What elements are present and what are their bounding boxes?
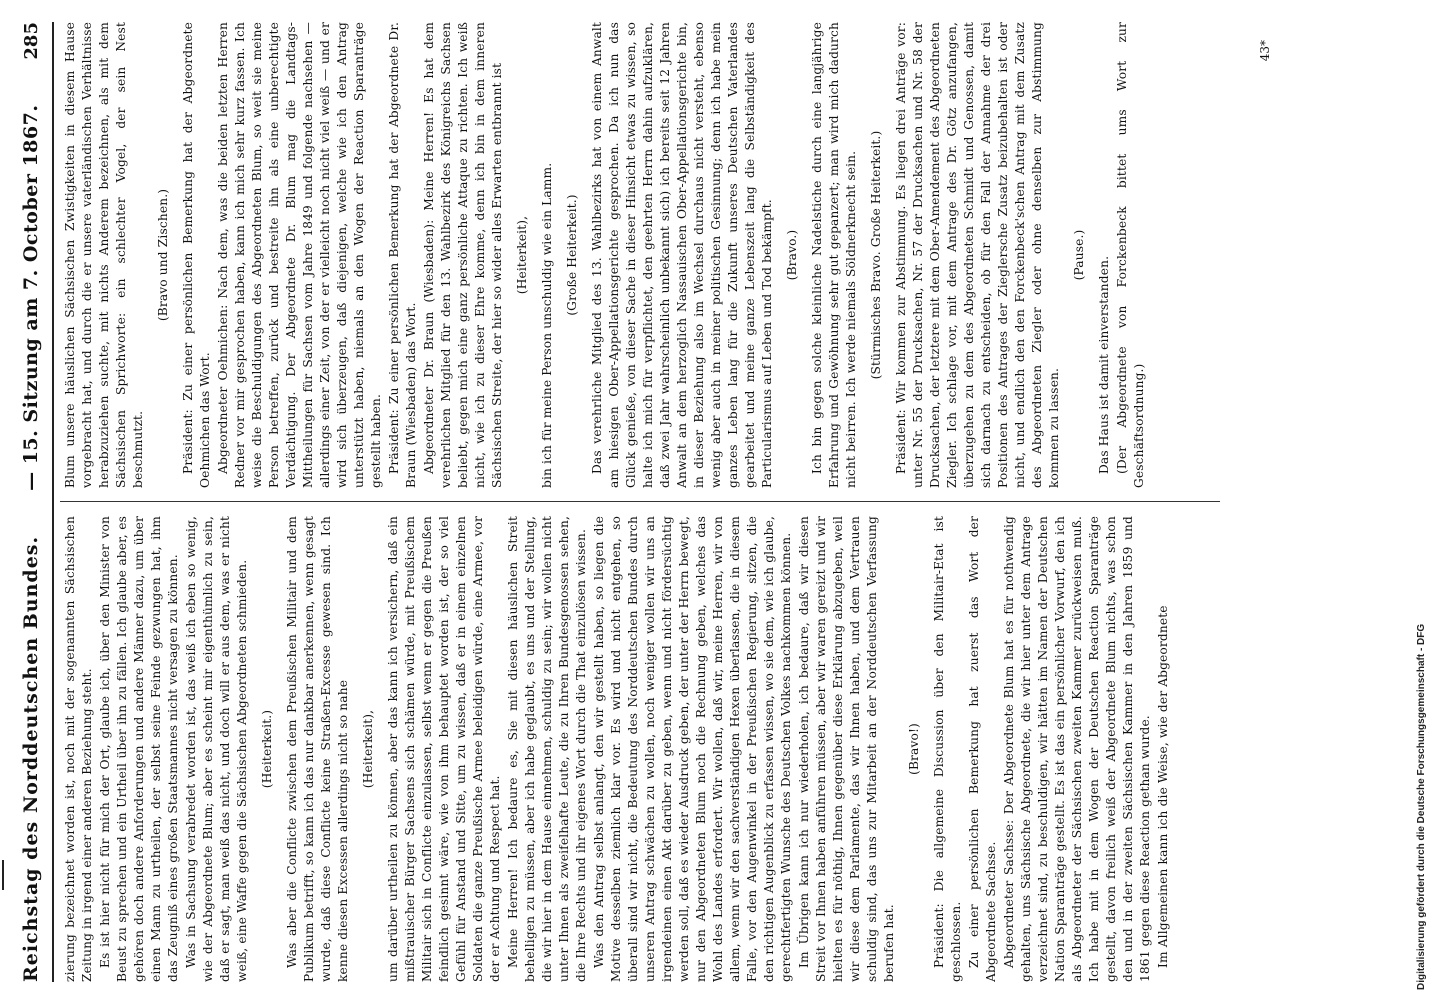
paragraph: Im Allgemeinen kann ich die Weise, wie der Abgeordnete xyxy=(1156,605,1170,968)
paragraph: Was aber die Conflicte zwischen dem Preußischen Militair und dem Publikum betrifft, so kann ich das nur dankbar anerkennen, wenn gesagt wurde, daß diese Conflicte keine Straßen-Excesse gewesen sind. Ich kenne diesen Excessen allerdings nicht so nahe xyxy=(285,516,350,982)
paragraph: Abgeordneter Sachsse: Der Abgeordnete Blum hat es für nothwendig gehalten, uns Sächsische Abgeordnete, die wir hier unter dem Antrage verzeichnet sind, zu beschuldigen, wir hätten im Namen der Deutschen Nation Sparanträge gestellt. Es ist das ein persönlicher Vorwurf, den ich als Abgeordneter der Sächsischen zweiten Kammer zurückweisen muß. Ich habe mit in dem Wogen der Deutschen Reaction Sparanträge gestellt, davon freilich weiß der Abgeordnete Blum nichts, was schon den und in der zweiten Sächsischen Kammer in den Jahren 1859 und 1861 gegen diese Reaction gethan wurde. xyxy=(1002,516,1152,982)
paragraph: zierung bezeichnet worden ist, noch mit der sogenannten Sächsischen Zeitung in irgend einer anderen Beziehung steht. xyxy=(63,516,94,982)
interjection: (Heiterkeit), xyxy=(515,215,529,295)
interjection: (Pause.) xyxy=(1072,229,1086,281)
header-rule xyxy=(52,22,54,982)
paragraph: Was den Antrag selbst anlangt, den wir gestellt haben, so liegen die Motive desselben ziemlich klar vor. Es wird und nicht entgehen, so überall sind wir nicht, die Bedeutung des Norddeutschen Bundes durch unseren Antrag schwächen zu wollen, noch weniger wollen wir uns an irgendeinen einen Akt darüber zu geben, wenn und nicht fördersüchtig werden soll, daß es wieder Ausdruck geben, der unter der Herrn bewegt, nur den Abgeordneten Blum noch die Rechnung geben, welches das Wohl des Landes erfordert. Wir wollen, daß wir, meine Herren, wir von allem, wenn wir den sachverständigen Hexen überlassen, die in diesem Falle, vor den Augenwinkel in der Preußischen Regierung, sitzen, die den richtigen Augenblick zu erfassen wissen, wo sie dem, wie ich glaube, gerechtfertigten Wunsche des Deutschen Volkes nachkommen können. xyxy=(592,516,793,982)
paragraph: Zu einer persönlichen Bemerkung hat zuerst das Wort der Abgeordnete Sachsse. xyxy=(967,516,998,982)
header-title: Reichstag des Norddeutschen Bundes. xyxy=(20,535,42,982)
paragraph: Das verehrliche Mitglied des 13. Wahlbezirks hat von einem Anwalt am hiesigen Ober-Appellationsgerichte gesprochen. Da ich nun das Glück genieße, von dieser Sache in dieser Hinsicht etwas zu wissen, so halte ich mich für verpflichtet, den geehrten Herrn dahin aufzuklären, daß zwei Jahr wahrscheinlich unbekannt sich) ich bereits seit 12 Jahren Anwalt an dem herzoglich Nassauischen Ober-Appellationsgerichte bin, in dieser Beziehung also im Wechsel durchaus nicht versteht, ebenso wenig aber auch in meiner politischen Gesinnung; denn ich habe mein ganzes Leben lang für die Zukunft unseres Deutschen Vaterlandes gearbeitet und meine ganze Lebenszeit lang die Selbständigkeit des Particularismus auf Leben und Tod bekämpft. xyxy=(590,22,774,488)
interjection: (Heiterkeit.) xyxy=(260,709,274,789)
interjection: (Bravo.) xyxy=(785,229,799,281)
paragraph: Präsident: Zu einer persönlichen Bemerkung hat der Abgeordnete Dr. Braun (Wiesbaden) das Wort. xyxy=(387,22,418,488)
paragraph: Präsident: Die allgemeine Discussion über den Militair-Etat ist geschlossen. xyxy=(932,516,963,982)
dfg-stamp-text: Digitalisierung gefördert durch die Deutsche Forschungsgemeinschaft - DFG xyxy=(1416,623,1427,990)
column-divider xyxy=(60,501,1220,502)
paragraph: Abgeordneter Dr. Braun (Wiesbaden): Meine Herren! Es hat dem verehrlichen Mitglied für den 13. Wahlbezirk des Königreichs Sachsen beliebt, gegen mich eine ganz persönliche Attaque zu richten. Ich weiß nicht, wie ich zu dieser Ehre komme, denn ich bin in dem inneren Sächsischen Streite, der hier so wider alles Erwarten entbrannt ist xyxy=(422,22,504,488)
paragraph: Präsident: Wir kommen zur Abstimmung. Es liegen drei Anträge vor: unter Nr. 55 der Drucksachen, Nr. 57 der Drucksachen und Nr. 58 der Drucksachen, der letztere mit dem Ober-Amendement des Abgeordneten Ziegler. Ich schlage vor, mit dem Antrage des Dr. Götz anzufangen, überzugehen zu dem des Abgeordneten Schmidt und Genossen, damit sich darnach zu entscheiden, ob für den Fall der Annahme der drei Positionen des Antrages der Zieglersche Zusatz beizubehalten ist oder nicht, und endlich den den Forckenbeck'schen Antrag mit dem Zusatz des Abgeordneten Ziegler oder ohne denselben zur Abstimmung kommen zu lassen. xyxy=(894,22,1061,488)
interjection: (Bravo!) xyxy=(907,723,921,775)
paragraph: Ich bin gegen solche kleinliche Nadelstiche durch eine langjährige Erfahrung und Gewöhnung sehr gut gepanzert; man wird mich dadurch nicht beirren. Ich werde niemals Söldnerknecht sein. xyxy=(810,22,858,488)
header-session: — 15. Sitzung am 7. October 1867. xyxy=(20,104,42,491)
interjection: (Große Heiterkeit.) xyxy=(565,194,579,316)
paragraph: Meine Herren! Ich bedaure es, Sie mit diesen häuslichen Streit behelligen zu müssen, aber ich habe geglaubt, es uns und der Stellung, die wir hier in dem Hause einnehmen, schuldig zu sein; wir wollen nicht unter Ihnen als zweifelhafte Leute, die zu Ihren Bundesgenossen sehen, die Ihre Rechts und ihr eigenes Wort durch die That einzulösen wissen. xyxy=(506,516,588,982)
paragraph: Im Übrigen kann ich nur wiederholen, ich bedaure, daß wir diesen Streit vor Ihnen haben anführen müssen, aber wir waren gereizt und wir hielten es für nöthig, Ihnen gegenüber diese Erklärung abzugeben, weil wir diese dem Parlamente, das wir Ihnen haben, und dem Vertrauen schuldig sind, das uns zur Mitarbeit an der Norddeutschen Verfassung berufen hat. xyxy=(797,516,896,982)
paragraph: Abgeordneter Oehmichen: Nach dem, was die beiden letzten Herren Redner vor mir gesprochen haben, kann ich mich sehr kurz fassen. Ich weise die Beschuldigungen des Abgeordneten Blum, so weit sie meine Person betreffen, zurück und bestreite ihn als eine unberechtigte Verdächtigung. Der Abgeordnete Dr. Blum mag die Landtags-Mittheilungen für Sachsen vom Jahre 1849 und folgende nachsehen — allerdings einer Zeit, von der er vielleicht noch nicht viel weiß — und er wird sich überzeugen, daß diejenigen, welche wie ich den Antrag unterstützt haben, niemals an den Wogen der Reaction Sparanträge gestellt haben. xyxy=(216,22,383,488)
paragraph: um darüber urtheilen zu können, aber das kann ich versichern, daß ein mißtrauischer Bürger Sachsens sich schämen würde, mit Preußischem Militair sich in Conflicte einzulassen, selbst wenn er gegen die Preußen feindlich gesinnt wäre, wie von ihm behauptet worden ist, der so viel Gefühl für Anstand und Sitte, um zu wissen, daß er in einem einzelnen Soldaten die ganze Preußische Armee beleidigen würde, eine Armee, vor der er Achtung und Respect hat. xyxy=(386,516,502,982)
right-text-column xyxy=(62,22,1222,488)
interjection: (Stürmisches Bravo. Große Heiterkeit.) xyxy=(869,130,883,380)
paragraph: Präsident: Zu einer persönlichen Bemerkung hat der Abgeordnete Oehmichen das Wort. xyxy=(181,22,212,488)
left-text-column xyxy=(62,516,1222,982)
paragraph: (Der Abgeordnete von Forckenbeck bittet ums Wort zur Geschäftsordnung.) xyxy=(1115,22,1146,488)
page-header xyxy=(14,22,48,982)
signature-mark: 43* xyxy=(1258,40,1272,62)
paragraph: Es ist hier nicht für mich der Ort, glaube ich, über den Minister von Beust zu sprechen und ein Urtheil über ihn zu fällen. Ich glaube aber, es gehören doch andere Anforderungen und andere Männer dazu, um über einen Mann zu urtheilen, der selbst seine Feinde gezwungen hat, ihm das Zeugniß eines großen Staatsmannes nicht versagen zu können. xyxy=(98,516,180,982)
paragraph: bin ich für meine Person unschuldig wie ein Lamm. xyxy=(540,162,554,488)
interjection: (Bravo und Zischen.) xyxy=(156,188,170,322)
dfg-stamp xyxy=(1414,0,1432,1000)
paragraph: Was in Sachsung verabredet worden ist, das weiß ich eben so wenig, wie der Abgeordnete Blum; aber es scheint mir eigenthümlich zu sein, daß er sagt, man weiß das nicht, und doch will er aus dem, was er nicht weiß, eine Waffe gegen die Sächsischen Abgeordneten schmieden. xyxy=(184,516,249,982)
paragraph: Blum unsere häuslichen Sächsischen Zwistigkeiten in diesem Hause vorgebracht hat, und durch die er unsere vaterländischen Verhältnisse herabzuziehen suchte, mit nichts Anderem bezeichnen, als mit dem Sächsischen Sprichworte: ein schlechter Vogel, der sein Nest beschmutzt. xyxy=(63,22,145,488)
page-number: 285 xyxy=(20,22,42,60)
paragraph: Das Haus ist damit einverstanden. xyxy=(1097,255,1111,474)
interjection: (Heiterkeit), xyxy=(361,709,375,789)
